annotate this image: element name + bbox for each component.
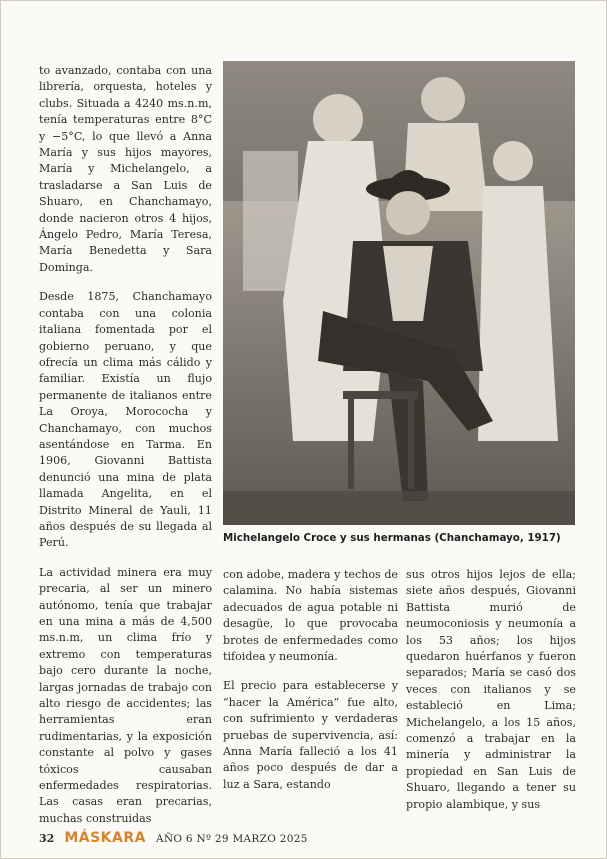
page-footer — [39, 830, 308, 846]
photo-illustration — [223, 61, 575, 525]
paragraph: con adobe, madera y techos de calamina. No había sistemas adecuados de agua potable ni desagüe, lo que provocaba brotes de enfermedades como tifoidea y neumonía. — [223, 568, 398, 664]
paragraph: Desde 1875, Chanchamayo contaba con una colonia italiana fomentada por el gobierno peruano, y que ofrecía un clima más cálido y familiar. Existía un flujo permanente de italianos entre La Oroya, Morococha y Chanchamayo, con muchos asentándose en Tarma. En 1906, Giovanni Battista denunció una mina de plata llamada Angelita, en el Distrito Mineral de Yauli, 11 años después de su llegada al Perú. — [39, 290, 212, 550]
paragraph: to avanzado, contaba con una librería, orquesta, hoteles y clubs. Situada a 4240 ms.n.m, tenía temperaturas entre 8°C y −5°C, lo que llevó a Anna María y sus hijos mayores, María y Michelangelo, a trasladarse a San Luis de Shuaro, en Chanchamayo, donde nacieron otros 4 hijos, Ángelo Pedro, María Teresa, María Benedetta y Sara Dominga. — [39, 64, 212, 274]
article-column-2 — [223, 567, 398, 806]
photo-caption: Michelangelo Croce y sus hermanas (Chanchamayo, 1917) — [223, 532, 561, 544]
magazine-logo: MÁSKARA — [64, 830, 146, 846]
paragraph: La actividad minera era muy precaria, al ser un minero autónomo, tenía que trabajar en una mina a más de 4,500 ms.n.m, un clima frío y extremo con temperaturas bajo cero durante la noche, largas jornadas de trabajo con alto riesgo de accidentes; las herramientas eran rudimentarias, y la exposición constante al polvo y gases tóxicos causaban enfermedades respiratorias. Las casas eran precarias, muchas construidas — [39, 565, 212, 825]
paragraph: El precio para establecerse y “hacer la América” fue alto, con sufrimiento y verdaderas pruebas de supervivencia, así: Anna María falleció a los 41 años poco después de dar a luz a Sara, estando — [223, 679, 398, 791]
page-number: 32 — [39, 832, 55, 845]
issue-info: AÑO 6 Nº 29 MARZO 2025 — [155, 833, 308, 845]
historic-photograph — [223, 61, 575, 525]
article-column-1 — [39, 63, 212, 840]
paragraph: sus otros hijos lejos de ella; siete años después, Giovanni Battista murió de neumoconiosis y neumonía a los 53 años; los hijos quedaron huérfanos y fueron separados; María se casó dos veces con italianos y se estableció en Lima; Michelangelo, a los 15 años, comenzó a trabajar en la minería y administrar la propiedad en San Luis de Shuaro, llegando a tener su propio alambique, y sus — [406, 568, 576, 811]
article-column-3 — [406, 567, 576, 826]
